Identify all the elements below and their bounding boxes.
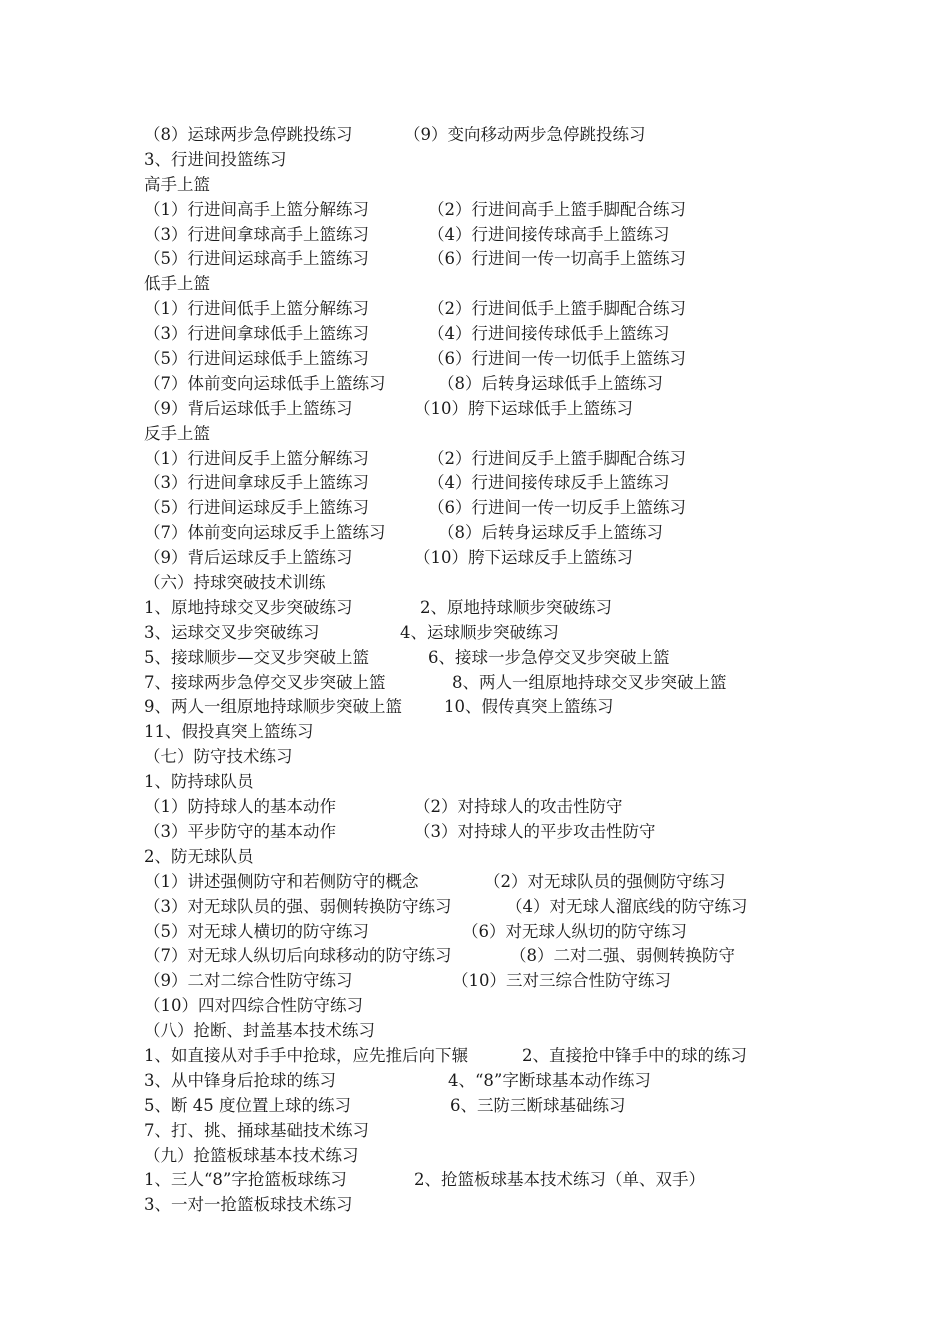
line-text: （7）对无球人纵切后向球移动的防守练习 (144, 946, 452, 966)
text-line (144, 596, 844, 621)
line-text-second-column: （8）后转身运球低手上篮练习 (438, 373, 663, 393)
line-text: （9）二对二综合性防守练习 (144, 971, 353, 991)
line-text-second-column: （10）三对三综合性防守练习 (452, 971, 671, 991)
text-line (144, 820, 844, 845)
text-line (144, 447, 844, 472)
line-text: 11、假投真突上篮练习 (144, 722, 314, 742)
text-line (144, 173, 844, 198)
line-text: （7）体前变向运球低手上篮练习 (144, 373, 386, 393)
line-text: 3、一对一抢篮板球技术练习 (144, 1195, 353, 1215)
line-text: （1）行进间反手上篮分解练习 (144, 448, 369, 468)
text-line (144, 969, 844, 994)
line-text-second-column: （2）行进间反手上篮手脚配合练习 (428, 448, 686, 468)
text-line (144, 1144, 844, 1169)
line-text: 3、从中锋身后抢球的练习 (144, 1070, 336, 1090)
line-text-second-column: （4）行进间接传球高手上篮练习 (428, 224, 670, 244)
text-line (144, 1168, 844, 1193)
line-text-second-column: 2、抢篮板球基本技术练习（单、双手） (414, 1170, 705, 1190)
line-text-second-column: （6）行进间一传一切反手上篮练习 (428, 498, 686, 518)
text-line (144, 795, 844, 820)
line-text-second-column: （6）行进间一传一切高手上篮练习 (428, 249, 686, 269)
text-line (144, 770, 844, 795)
text-line (144, 944, 844, 969)
line-text: （3）平步防守的基本动作 (144, 821, 336, 841)
line-text-second-column: （3）对持球人的平步攻击性防守 (414, 821, 656, 841)
text-line (144, 297, 844, 322)
line-text: 7、打、挑、捅球基础技术练习 (144, 1120, 369, 1140)
line-text: （7）体前变向运球反手上篮练习 (144, 523, 386, 543)
line-text: （8）运球两步急停跳投练习 (144, 125, 353, 144)
line-text-second-column: （10）胯下运球反手上篮练习 (414, 548, 633, 568)
line-text: 5、断 45 度位置上球的练习 (144, 1095, 351, 1115)
text-line (144, 471, 844, 496)
text-line (144, 1069, 844, 1094)
text-line (144, 895, 844, 920)
line-text-second-column: （8）二对二强、弱侧转换防守 (510, 946, 735, 966)
line-text: （3）行进间拿球反手上篮练习 (144, 473, 369, 493)
line-text: （10）四对四综合性防守练习 (144, 996, 363, 1016)
line-text: （3）对无球队员的强、弱侧转换防守练习 (144, 896, 452, 916)
line-text: （5）对无球人横切的防守练习 (144, 921, 369, 941)
text-line (144, 745, 844, 770)
line-text-second-column: （9）变向移动两步急停跳投练习 (404, 125, 646, 144)
line-text: 1、防持球队员 (144, 772, 254, 792)
line-text: （八）抢断、封盖基本技术练习 (144, 1021, 375, 1041)
line-text-second-column: （6）行进间一传一切低手上篮练习 (428, 349, 686, 369)
line-text-second-column: 6、接球一步急停交叉步突破上篮 (428, 647, 670, 667)
line-text: （六）持球突破技术训练 (144, 573, 326, 593)
line-text: （1）行进间低手上篮分解练习 (144, 299, 369, 319)
line-text-second-column: （10）胯下运球低手上篮练习 (414, 398, 633, 418)
text-line (144, 322, 844, 347)
line-text-second-column: （8）后转身运球反手上篮练习 (438, 523, 663, 543)
line-text-second-column: （2）行进间高手上篮手脚配合练习 (428, 199, 686, 219)
line-text: （七）防守技术练习 (144, 747, 293, 767)
line-text-second-column: 4、运球顺步突破练习 (400, 622, 559, 642)
text-line (144, 148, 844, 173)
line-text-second-column: （2）对持球人的攻击性防守 (414, 797, 623, 817)
text-line (144, 571, 844, 596)
text-line (144, 870, 844, 895)
line-text: 低手上篮 (144, 274, 210, 294)
text-line (144, 422, 844, 447)
line-text: 1、如直接从对手手中抢球，应先推后向下辗 (144, 1045, 468, 1065)
line-text-second-column: 2、原地持球顺步突破练习 (420, 597, 612, 617)
text-line (144, 372, 844, 397)
line-text: 3、运球交叉步突破练习 (144, 622, 320, 642)
text-line (144, 646, 844, 671)
line-text-second-column: （6）对无球人纵切的防守练习 (462, 921, 687, 941)
line-text: 5、接球顺步—交叉步突破上篮 (144, 647, 369, 667)
text-line (144, 272, 844, 297)
line-text: （5）行进间运球低手上篮练习 (144, 349, 369, 369)
line-text: 高手上篮 (144, 174, 210, 194)
text-line (144, 223, 844, 248)
line-text: 反手上篮 (144, 423, 210, 443)
line-text: 7、接球两步急停交叉步突破上篮 (144, 672, 386, 692)
document-page (144, 123, 844, 1218)
text-line (144, 546, 844, 571)
line-text-second-column: （4）对无球人溜底线的防守练习 (506, 896, 748, 916)
text-line (144, 720, 844, 745)
text-line (144, 496, 844, 521)
text-line (144, 1094, 844, 1119)
line-text: （1）防持球人的基本动作 (144, 797, 336, 817)
line-text: 1、三人“8”字抢篮板球练习 (144, 1170, 347, 1190)
text-line (144, 1044, 844, 1069)
line-text: 3、行进间投篮练习 (144, 149, 287, 169)
text-line (144, 671, 844, 696)
line-text: （九）抢篮板球基本技术练习 (144, 1145, 359, 1165)
line-text: （1）讲述强侧防守和若侧防守的概念 (144, 871, 419, 891)
text-line (144, 198, 844, 223)
line-text: （9）背后运球低手上篮练习 (144, 398, 353, 418)
line-text-second-column: （4）行进间接传球反手上篮练习 (428, 473, 670, 493)
text-line (144, 845, 844, 870)
line-text-second-column: 6、三防三断球基础练习 (450, 1095, 626, 1115)
text-line (144, 247, 844, 272)
line-text-second-column: （2）行进间低手上篮手脚配合练习 (428, 299, 686, 319)
line-text: （5）行进间运球高手上篮练习 (144, 249, 369, 269)
text-line (144, 521, 844, 546)
text-line (144, 920, 844, 945)
text-line (144, 1119, 844, 1144)
text-line (144, 994, 844, 1019)
line-text-second-column: 8、两人一组原地持球交叉步突破上篮 (452, 672, 727, 692)
line-text: （9）背后运球反手上篮练习 (144, 548, 353, 568)
text-line (144, 1193, 844, 1218)
line-text: （3）行进间拿球高手上篮练习 (144, 224, 369, 244)
line-text-second-column: （2）对无球队员的强侧防守练习 (484, 871, 726, 891)
line-text: 2、防无球队员 (144, 846, 254, 866)
text-line (144, 1019, 844, 1044)
text-line (144, 347, 844, 372)
line-text-second-column: 4、“8”字断球基本动作练习 (448, 1070, 651, 1090)
line-text-second-column: （4）行进间接传球低手上篮练习 (428, 324, 670, 344)
text-line (144, 123, 844, 148)
line-text-second-column: 2、直接抢中锋手中的球的练习 (522, 1045, 747, 1065)
line-text: （1）行进间高手上篮分解练习 (144, 199, 369, 219)
line-text: （3）行进间拿球低手上篮练习 (144, 324, 369, 344)
text-line (144, 695, 844, 720)
text-line (144, 397, 844, 422)
line-text: 1、原地持球交叉步突破练习 (144, 597, 353, 617)
line-text: （5）行进间运球反手上篮练习 (144, 498, 369, 518)
text-line (144, 621, 844, 646)
line-text-second-column: 10、假传真突上篮练习 (444, 697, 614, 717)
line-text: 9、两人一组原地持球顺步突破上篮 (144, 697, 402, 717)
